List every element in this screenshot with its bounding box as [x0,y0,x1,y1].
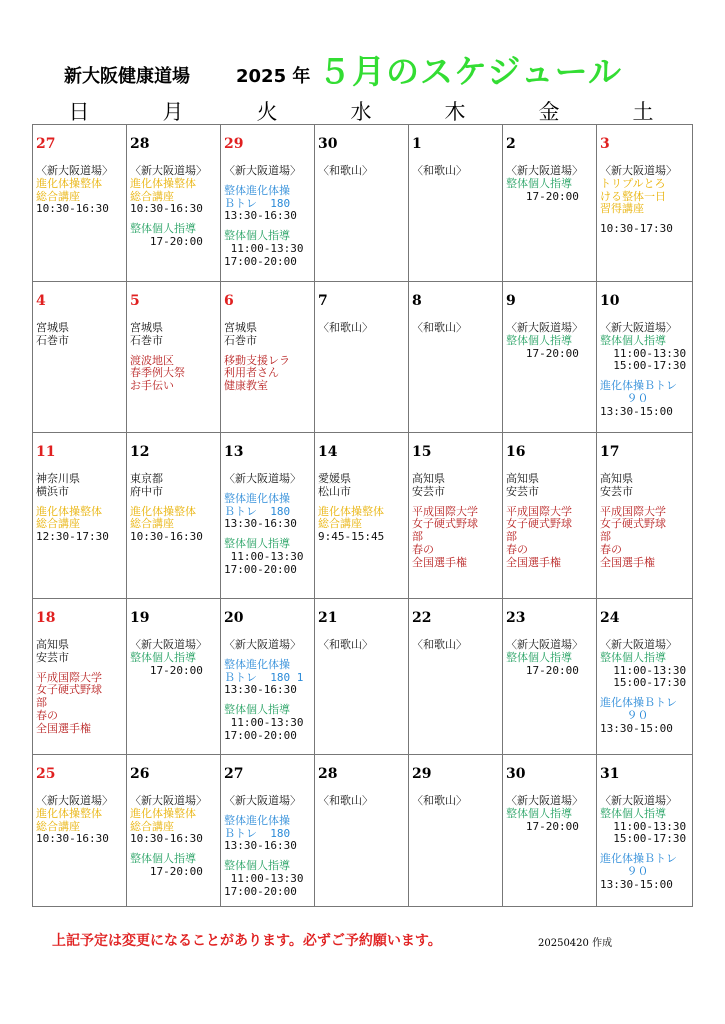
schedule-line: 〈和歌山〉 [318,321,373,334]
day-cell-w4-wed [315,599,409,755]
schedule-line: 11:00-13:30 [600,346,687,360]
day-number: 22 [412,610,432,626]
schedule-line: 17:00-20:00 [224,728,297,742]
schedule-line: 整体進化体操 [224,657,290,671]
schedule-line: 高知県 [36,638,69,651]
schedule-line: 女子硬式野球 [600,517,666,531]
page-header [0,44,725,94]
day-cell-w3-sun [33,433,127,599]
schedule-line: 安芸市 [412,484,445,498]
day-schedule [224,473,303,577]
day-cell-w5-mon [127,755,221,907]
day-cell-w2-thu [409,282,503,433]
schedule-line: 〈新大阪道場〉 [130,794,207,807]
schedule-line: 15:00-17:30 [600,676,687,690]
schedule-line: 9:45-15:45 [318,530,385,544]
day-number: 29 [412,766,432,782]
day-cell-w1-tue [221,125,315,282]
day-cell-w5-thu [409,755,503,907]
schedule-line: ９０ [600,708,649,722]
schedule-line: 安芸市 [506,484,539,498]
day-schedule [412,795,467,808]
schedule-line: 17-20:00 [130,234,203,248]
schedule-line: 高知県 [506,472,539,485]
schedule-line: 整体個人指導 [506,806,572,820]
weekday-mon: 月 [162,100,184,124]
schedule-line: 〈新大阪道場〉 [224,794,301,807]
schedule-line: 〈和歌山〉 [318,794,373,807]
schedule-line: 11:00-13:30 [600,819,687,833]
schedule-line: 府中市 [130,484,163,498]
day-schedule [318,322,373,335]
day-number: 29 [224,136,244,152]
day-number: 20 [224,610,244,626]
schedule-line: 17-20:00 [130,663,203,677]
day-schedule [224,639,303,743]
schedule-line: 整体個人指導 [600,333,666,347]
schedule-line: 部 [600,530,611,544]
day-number: 8 [412,293,422,309]
schedule-line: 〈和歌山〉 [318,638,373,651]
schedule-line: 〈新大阪道場〉 [36,794,113,807]
schedule-line: 部 [412,530,423,544]
day-schedule [224,795,303,899]
day-schedule [600,322,686,419]
schedule-line: ける整体一日 [600,189,666,203]
day-cell-w3-sat [597,433,693,599]
schedule-line: 整体個人指導 [506,333,572,347]
schedule-line: 11:00-13:30 [224,715,304,729]
schedule-line: 習得講座 [600,202,644,216]
schedule-line: 整体進化体操 [224,491,290,505]
day-number: 30 [506,766,526,782]
schedule-line: 〈新大阪道場〉 [600,164,677,177]
day-cell-w1-fri [503,125,597,282]
footer-notice: 上記予定は変更になることがあります。必ずご予約願います。 [52,933,442,949]
schedule-line: 11:00-13:30 [600,663,687,677]
year-label: 2025 年 [236,66,311,87]
schedule-line: 10:30-16:30 [130,832,203,846]
schedule-line: 全国選手権 [412,555,467,569]
day-number: 30 [318,136,338,152]
day-cell-w2-sat [597,282,693,433]
schedule-line: 整体個人指導 [130,222,196,236]
schedule-line: 健康教室 [224,379,268,393]
schedule-line: Ｂトレ 180 1 [224,670,304,684]
day-schedule [412,639,467,652]
schedule-line: 神奈川県 [36,472,80,485]
day-schedule [130,165,207,249]
day-cell-w3-mon [127,433,221,599]
day-cell-w5-sun [33,755,127,907]
schedule-line: 〈新大阪道場〉 [130,164,207,177]
day-number: 24 [600,610,620,626]
day-schedule [130,322,185,393]
day-schedule [36,165,113,216]
schedule-line: 17-20:00 [506,346,579,360]
day-cell-w1-thu [409,125,503,282]
schedule-line: 渡波地区 [130,353,174,367]
schedule-line: 〈新大阪道場〉 [224,472,301,485]
schedule-line: 進化体操整体 [36,806,102,820]
day-cell-w3-wed [315,433,409,599]
schedule-line: 〈新大阪道場〉 [224,164,301,177]
schedule-line: 総合講座 [36,517,80,531]
day-schedule [130,473,203,544]
day-schedule [36,473,109,544]
schedule-line: 〈新大阪道場〉 [600,321,677,334]
schedule-line: 整体個人指導 [506,650,572,664]
schedule-line: 10:30-16:30 [130,530,203,544]
day-cell-w5-wed [315,755,409,907]
schedule-line: 17:00-20:00 [224,254,297,268]
weekday-wed: 水 [350,100,372,124]
schedule-line: 進化体操整体 [318,504,384,518]
schedule-line: 〈新大阪道場〉 [130,638,207,651]
day-schedule [506,473,572,570]
schedule-line: 13:30-15:00 [600,877,673,891]
day-number: 4 [36,293,46,309]
schedule-line: 進化体操整体 [36,176,102,190]
weekday-tue: 火 [256,100,278,124]
schedule-line: 全国選手権 [36,721,91,735]
schedule-line: 進化体操整体 [130,176,196,190]
schedule-line: 整体個人指導 [224,703,290,717]
schedule-line: 進化体操整体 [130,806,196,820]
weekday-sat: 土 [632,100,654,124]
schedule-line: 進化体操整体 [36,504,102,518]
day-cell-w3-thu [409,433,503,599]
schedule-line: Ｂトレ 180 [224,826,291,840]
day-cell-w2-wed [315,282,409,433]
schedule-line: 10:30-16:30 [36,202,109,216]
schedule-line: 松山市 [318,484,351,498]
day-schedule [224,165,303,269]
schedule-line: 11:00-13:30 [224,871,304,885]
schedule-line: 全国選手権 [506,555,561,569]
schedule-line: 春の [600,542,622,556]
day-number: 28 [130,136,150,152]
schedule-line: 17-20:00 [506,189,579,203]
schedule-line: 石巻市 [224,333,257,347]
schedule-line: 〈和歌山〉 [412,321,467,334]
schedule-line: Ｂトレ 180 [224,504,291,518]
day-schedule [412,322,467,335]
day-number: 11 [36,444,56,460]
day-cell-w4-fri [503,599,597,755]
schedule-line: 15:00-17:30 [600,359,687,373]
schedule-line: 女子硬式野球 [412,517,478,531]
schedule-line: 13:30-15:00 [600,721,673,735]
schedule-line: 11:00-13:30 [224,549,304,563]
schedule-line: 〈和歌山〉 [412,638,467,651]
schedule-line: 〈新大阪道場〉 [506,638,583,651]
day-cell-w4-tue [221,599,315,755]
day-number: 7 [318,293,328,309]
schedule-line: 〈和歌山〉 [412,164,467,177]
schedule-line: 整体個人指導 [600,806,666,820]
day-cell-w1-sun [33,125,127,282]
day-number: 12 [130,444,150,460]
schedule-line: 東京都 [130,472,163,485]
schedule-line: 宮城県 [224,321,257,334]
day-schedule [412,165,467,178]
day-schedule [506,165,583,203]
day-cell-w2-fri [503,282,597,433]
schedule-line: 〈新大阪道場〉 [506,164,583,177]
schedule-line: 10:30-17:30 [600,222,673,236]
schedule-line: 春季例大祭 [130,366,185,380]
schedule-line: 17:00-20:00 [224,884,297,898]
day-number: 31 [600,766,620,782]
schedule-line: 〈新大阪道場〉 [36,164,113,177]
weekday-fri: 金 [538,100,560,124]
day-number: 10 [600,293,620,309]
weekday-thu: 木 [444,100,466,124]
schedule-line: 横浜市 [36,484,69,498]
schedule-line: 整体個人指導 [130,650,196,664]
day-schedule [318,165,373,178]
schedule-line: 〈新大阪道場〉 [600,794,677,807]
schedule-line: 愛媛県 [318,472,351,485]
day-cell-w2-mon [127,282,221,433]
schedule-line: 進化体操Ｂトレ [600,379,677,393]
day-cell-w3-fri [503,433,597,599]
schedule-line: 〈新大阪道場〉 [506,794,583,807]
day-cell-w3-tue [221,433,315,599]
created-date: 20250420 作成 [538,938,613,949]
schedule-line: 部 [36,696,47,710]
day-cell-w1-sat [597,125,693,282]
schedule-line: 安芸市 [36,650,69,664]
day-number: 18 [36,610,56,626]
day-schedule [36,639,102,736]
schedule-line: 移動支援レラ [224,353,290,367]
schedule-line: 〈新大阪道場〉 [600,638,677,651]
schedule-line: 平成国際大学 [412,504,478,518]
schedule-line: 総合講座 [130,517,174,531]
schedule-line: 総合講座 [318,517,362,531]
schedule-line: ９０ [600,864,649,878]
schedule-line: 整体個人指導 [130,852,196,866]
day-number: 9 [506,293,516,309]
schedule-line: 総合講座 [130,189,174,203]
schedule-line: 高知県 [412,472,445,485]
schedule-line: 安芸市 [600,484,633,498]
day-number: 23 [506,610,526,626]
schedule-line: 整体進化体操 [224,183,290,197]
schedule-line: 15:00-17:30 [600,832,687,846]
day-number: 13 [224,444,244,460]
day-number: 17 [600,444,620,460]
day-schedule [600,795,686,892]
schedule-line: 17-20:00 [130,864,203,878]
weekday-header-row [32,96,692,122]
day-number: 16 [506,444,526,460]
schedule-line: お手伝い [130,379,174,393]
schedule-line: 〈和歌山〉 [412,794,467,807]
schedule-line: 女子硬式野球 [506,517,572,531]
schedule-line: 整体個人指導 [600,650,666,664]
schedule-line: 石巻市 [130,333,163,347]
day-number: 27 [36,136,56,152]
schedule-line: 13:30-16:30 [224,839,297,853]
day-cell-w2-sun [33,282,127,433]
schedule-line: 〈新大阪道場〉 [224,638,301,651]
schedule-line: 進化体操整体 [130,504,196,518]
schedule-line: 10:30-16:30 [130,202,203,216]
day-number: 21 [318,610,338,626]
schedule-line: 13:30-15:00 [600,404,673,418]
schedule-line: 平成国際大学 [36,670,102,684]
day-schedule [224,322,290,393]
schedule-line: 全国選手権 [600,555,655,569]
day-cell-w5-sat [597,755,693,907]
day-schedule [600,473,666,570]
day-cell-w1-mon [127,125,221,282]
schedule-line: 17:00-20:00 [224,562,297,576]
schedule-line: 10:30-16:30 [36,832,109,846]
schedule-line: 総合講座 [36,189,80,203]
schedule-line: 整体個人指導 [224,859,290,873]
schedule-line: 部 [506,530,517,544]
schedule-line: 春の [506,542,528,556]
day-schedule [318,473,384,544]
schedule-line: 12:30-17:30 [36,530,109,544]
day-number: 19 [130,610,150,626]
day-schedule [36,322,69,348]
schedule-line: 13:30-16:30 [224,683,297,697]
schedule-line: Ｂトレ 180 [224,196,291,210]
schedule-line: 女子硬式野球 [36,683,102,697]
day-number: 14 [318,444,338,460]
schedule-line: 整体個人指導 [506,176,572,190]
schedule-line: 宮城県 [36,321,69,334]
day-number: 25 [36,766,56,782]
schedule-line: 利用者さん [224,366,279,380]
day-number: 6 [224,293,234,309]
day-schedule [600,165,677,236]
day-schedule [506,639,583,677]
schedule-line: 〈和歌山〉 [318,164,373,177]
day-number: 28 [318,766,338,782]
day-cell-w4-sun [33,599,127,755]
schedule-line: 進化体操Ｂトレ [600,852,677,866]
schedule-line: 平成国際大学 [506,504,572,518]
schedule-line: 総合講座 [36,819,80,833]
schedule-line: 石巻市 [36,333,69,347]
day-schedule [130,795,207,879]
calendar-grid [32,124,693,907]
day-number: 27 [224,766,244,782]
day-schedule [130,639,207,677]
schedule-line: 13:30-16:30 [224,209,297,223]
day-schedule [412,473,478,570]
schedule-line: 整体進化体操 [224,813,290,827]
day-schedule [600,639,686,736]
day-number: 1 [412,136,422,152]
day-schedule [506,322,583,360]
schedule-line: 17-20:00 [506,819,579,833]
schedule-line: 宮城県 [130,321,163,334]
day-cell-w1-wed [315,125,409,282]
day-number: 2 [506,136,516,152]
schedule-line: 17-20:00 [506,663,579,677]
day-cell-w2-tue [221,282,315,433]
schedule-line: 〈新大阪道場〉 [506,321,583,334]
day-cell-w4-thu [409,599,503,755]
day-schedule [36,795,113,846]
schedule-line: トリプルとろ [600,176,666,190]
schedule-line: 平成国際大学 [600,504,666,518]
schedule-line: 13:30-16:30 [224,517,297,531]
schedule-line: 春の [36,708,58,722]
day-cell-w5-fri [503,755,597,907]
day-schedule [506,795,583,833]
day-cell-w5-tue [221,755,315,907]
schedule-line: 整体個人指導 [224,229,290,243]
day-number: 26 [130,766,150,782]
day-schedule [318,639,373,652]
schedule-line: 春の [412,542,434,556]
day-number: 15 [412,444,432,460]
day-number: 3 [600,136,610,152]
day-schedule [318,795,373,808]
day-cell-w4-sat [597,599,693,755]
schedule-line: ９０ [600,391,649,405]
schedule-line: 11:00-13:30 [224,241,304,255]
schedule-line: 整体個人指導 [224,537,290,551]
organization-name: 新大阪健康道場 [64,66,190,87]
page-title: ５月のスケジュール [318,52,623,91]
schedule-line: 総合講座 [130,819,174,833]
schedule-line: 進化体操Ｂトレ [600,696,677,710]
day-cell-w4-mon [127,599,221,755]
schedule-line: 高知県 [600,472,633,485]
day-number: 5 [130,293,140,309]
weekday-sun: 日 [68,100,90,124]
